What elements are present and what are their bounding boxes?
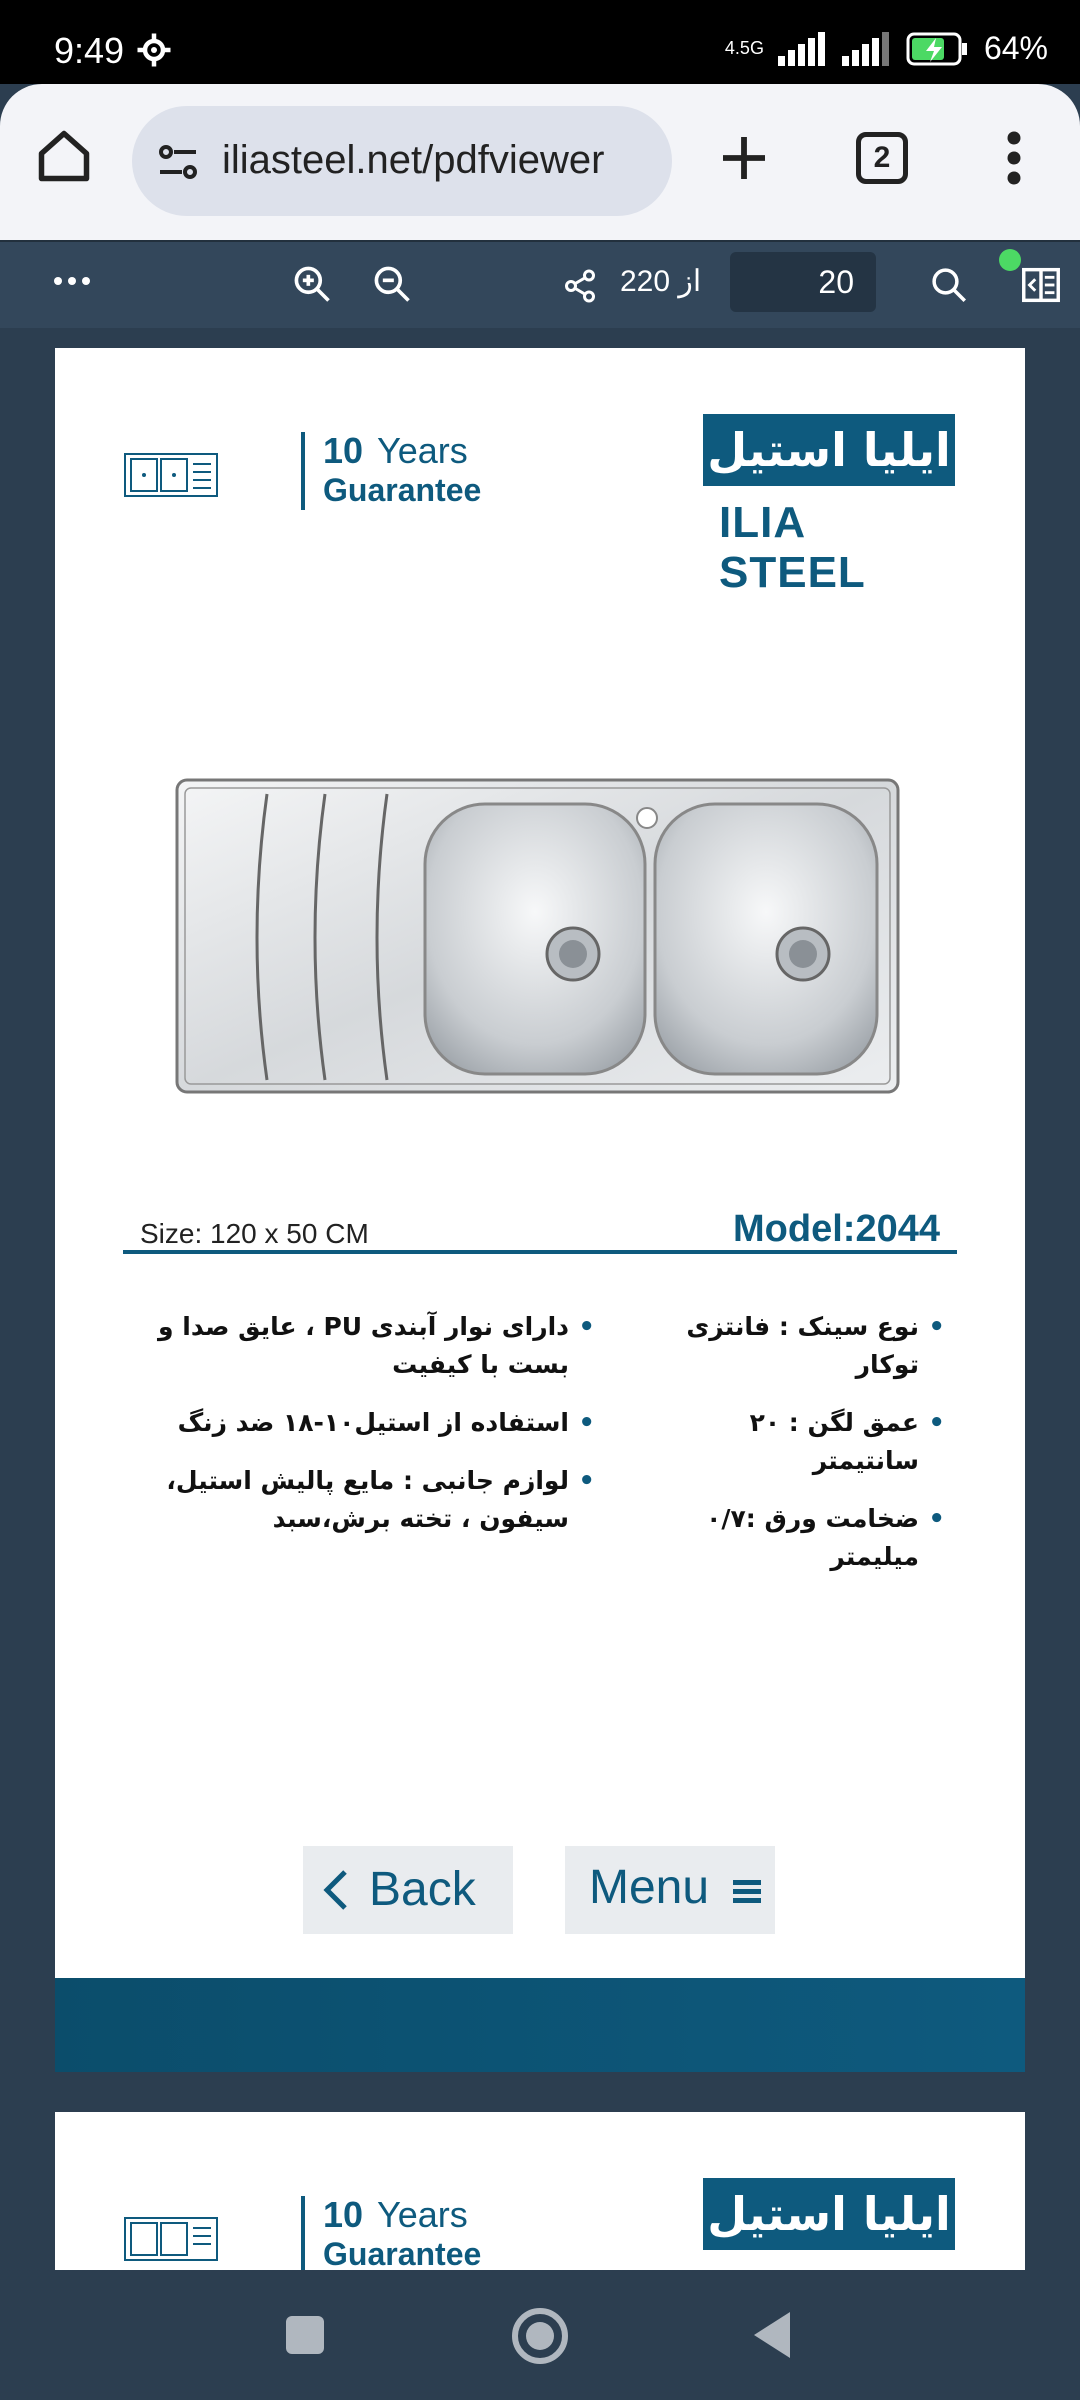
spec-item: • نوع سینک : فانتزی توکار [645, 1308, 945, 1384]
spec-item: • عمق لگن : ۲۰ سانتیمتر [645, 1404, 945, 1480]
size-label: Size: 120 x 50 CM [140, 1218, 369, 1249]
logo-farsi: ایلیا استیل [703, 2178, 955, 2250]
pdf-page [55, 348, 1025, 2072]
spec-item: • ضخامت ورق :۰/۷ میلیمتر [645, 1500, 945, 1576]
spec-item: • استفاده از استیل۱۰-۱۸ ضد زنگ [115, 1404, 595, 1442]
page-footer-band [55, 1978, 1025, 2072]
url-text[interactable]: iliasteel.net/pdfviewer [222, 138, 605, 182]
recent-apps-icon[interactable] [284, 2314, 326, 2356]
notification-dot-icon [998, 248, 1022, 272]
pdf-page-next [55, 2112, 1025, 2270]
new-tab-icon[interactable] [716, 130, 772, 186]
battery-percent: 64% [983, 30, 1048, 66]
zoom-out-icon[interactable] [370, 262, 414, 306]
signal-strength-2-icon [842, 32, 892, 66]
battery-charging-icon [906, 32, 970, 66]
page-total-label: از 220 [620, 265, 702, 298]
back-button[interactable] [303, 1846, 513, 1934]
home-circle-icon[interactable] [510, 2306, 570, 2366]
specs-list-right [645, 1308, 945, 1596]
years-number: 10 [323, 2194, 364, 2235]
system-navigation-bar [0, 2270, 1080, 2400]
ilia-steel-logo [703, 2178, 955, 2270]
logo-farsi: ایلیا استیل [703, 414, 955, 486]
tab-switcher-button[interactable]: 2 [856, 132, 908, 184]
site-settings-icon[interactable] [154, 138, 202, 186]
back-button-label: Back [369, 1863, 476, 1916]
sink-product-image [175, 778, 900, 1098]
network-type-label: 4.5G [724, 38, 764, 58]
chevron-left-icon [321, 1868, 351, 1912]
guarantee-years [323, 2194, 468, 2236]
sink-outline-icon [123, 2216, 219, 2262]
model-label: Model:2044 [733, 1208, 940, 1250]
years-word: Years [377, 2194, 468, 2235]
browser-toolbar [0, 84, 1080, 240]
more-options-icon[interactable] [1000, 128, 1028, 188]
sink-outline-icon [123, 452, 219, 498]
ilia-steel-logo [703, 414, 955, 597]
guarantee-years [323, 430, 468, 472]
spec-item: • لوازم جانبی : مایع پالیش استیل، سیفون ، تخته برش،سبد [115, 1462, 595, 1538]
spec-item: • دارای نوار آبندی PU ، عایق صدا و بست با کیفیت [115, 1308, 595, 1384]
signal-strength-icon [778, 32, 828, 66]
back-triangle-icon[interactable] [750, 2310, 794, 2360]
guarantee-badge [123, 430, 482, 518]
divider [301, 432, 305, 510]
guarantee-label: Guarantee [323, 472, 482, 508]
years-number: 10 [323, 430, 364, 471]
guarantee-label: Guarantee [323, 2236, 482, 2270]
specs-list-left [115, 1308, 595, 1558]
search-icon[interactable] [928, 264, 970, 306]
share-icon[interactable] [562, 266, 598, 306]
years-word: Years [377, 430, 468, 471]
pdf-viewer[interactable] [0, 328, 1080, 2270]
logo-english: ILIA STEEL [719, 498, 866, 597]
hamburger-icon [733, 1880, 761, 1904]
zoom-in-icon[interactable] [290, 262, 334, 306]
sidebar-toggle-icon[interactable] [1018, 262, 1064, 308]
menu-button-label: Menu [589, 1861, 710, 1914]
divider-rule [123, 1250, 957, 1254]
clock: 9:49 [54, 30, 125, 71]
divider [301, 2196, 305, 2270]
menu-button[interactable] [565, 1846, 775, 1934]
status-bar [0, 0, 1080, 84]
guarantee-badge [123, 2194, 482, 2270]
settings-gear-icon [136, 32, 172, 68]
page-number-input[interactable]: 20 [730, 252, 876, 312]
address-bar[interactable] [132, 106, 672, 216]
more-tools-icon[interactable] [52, 274, 92, 288]
pdf-toolbar [0, 240, 1080, 328]
home-icon[interactable] [34, 126, 94, 186]
